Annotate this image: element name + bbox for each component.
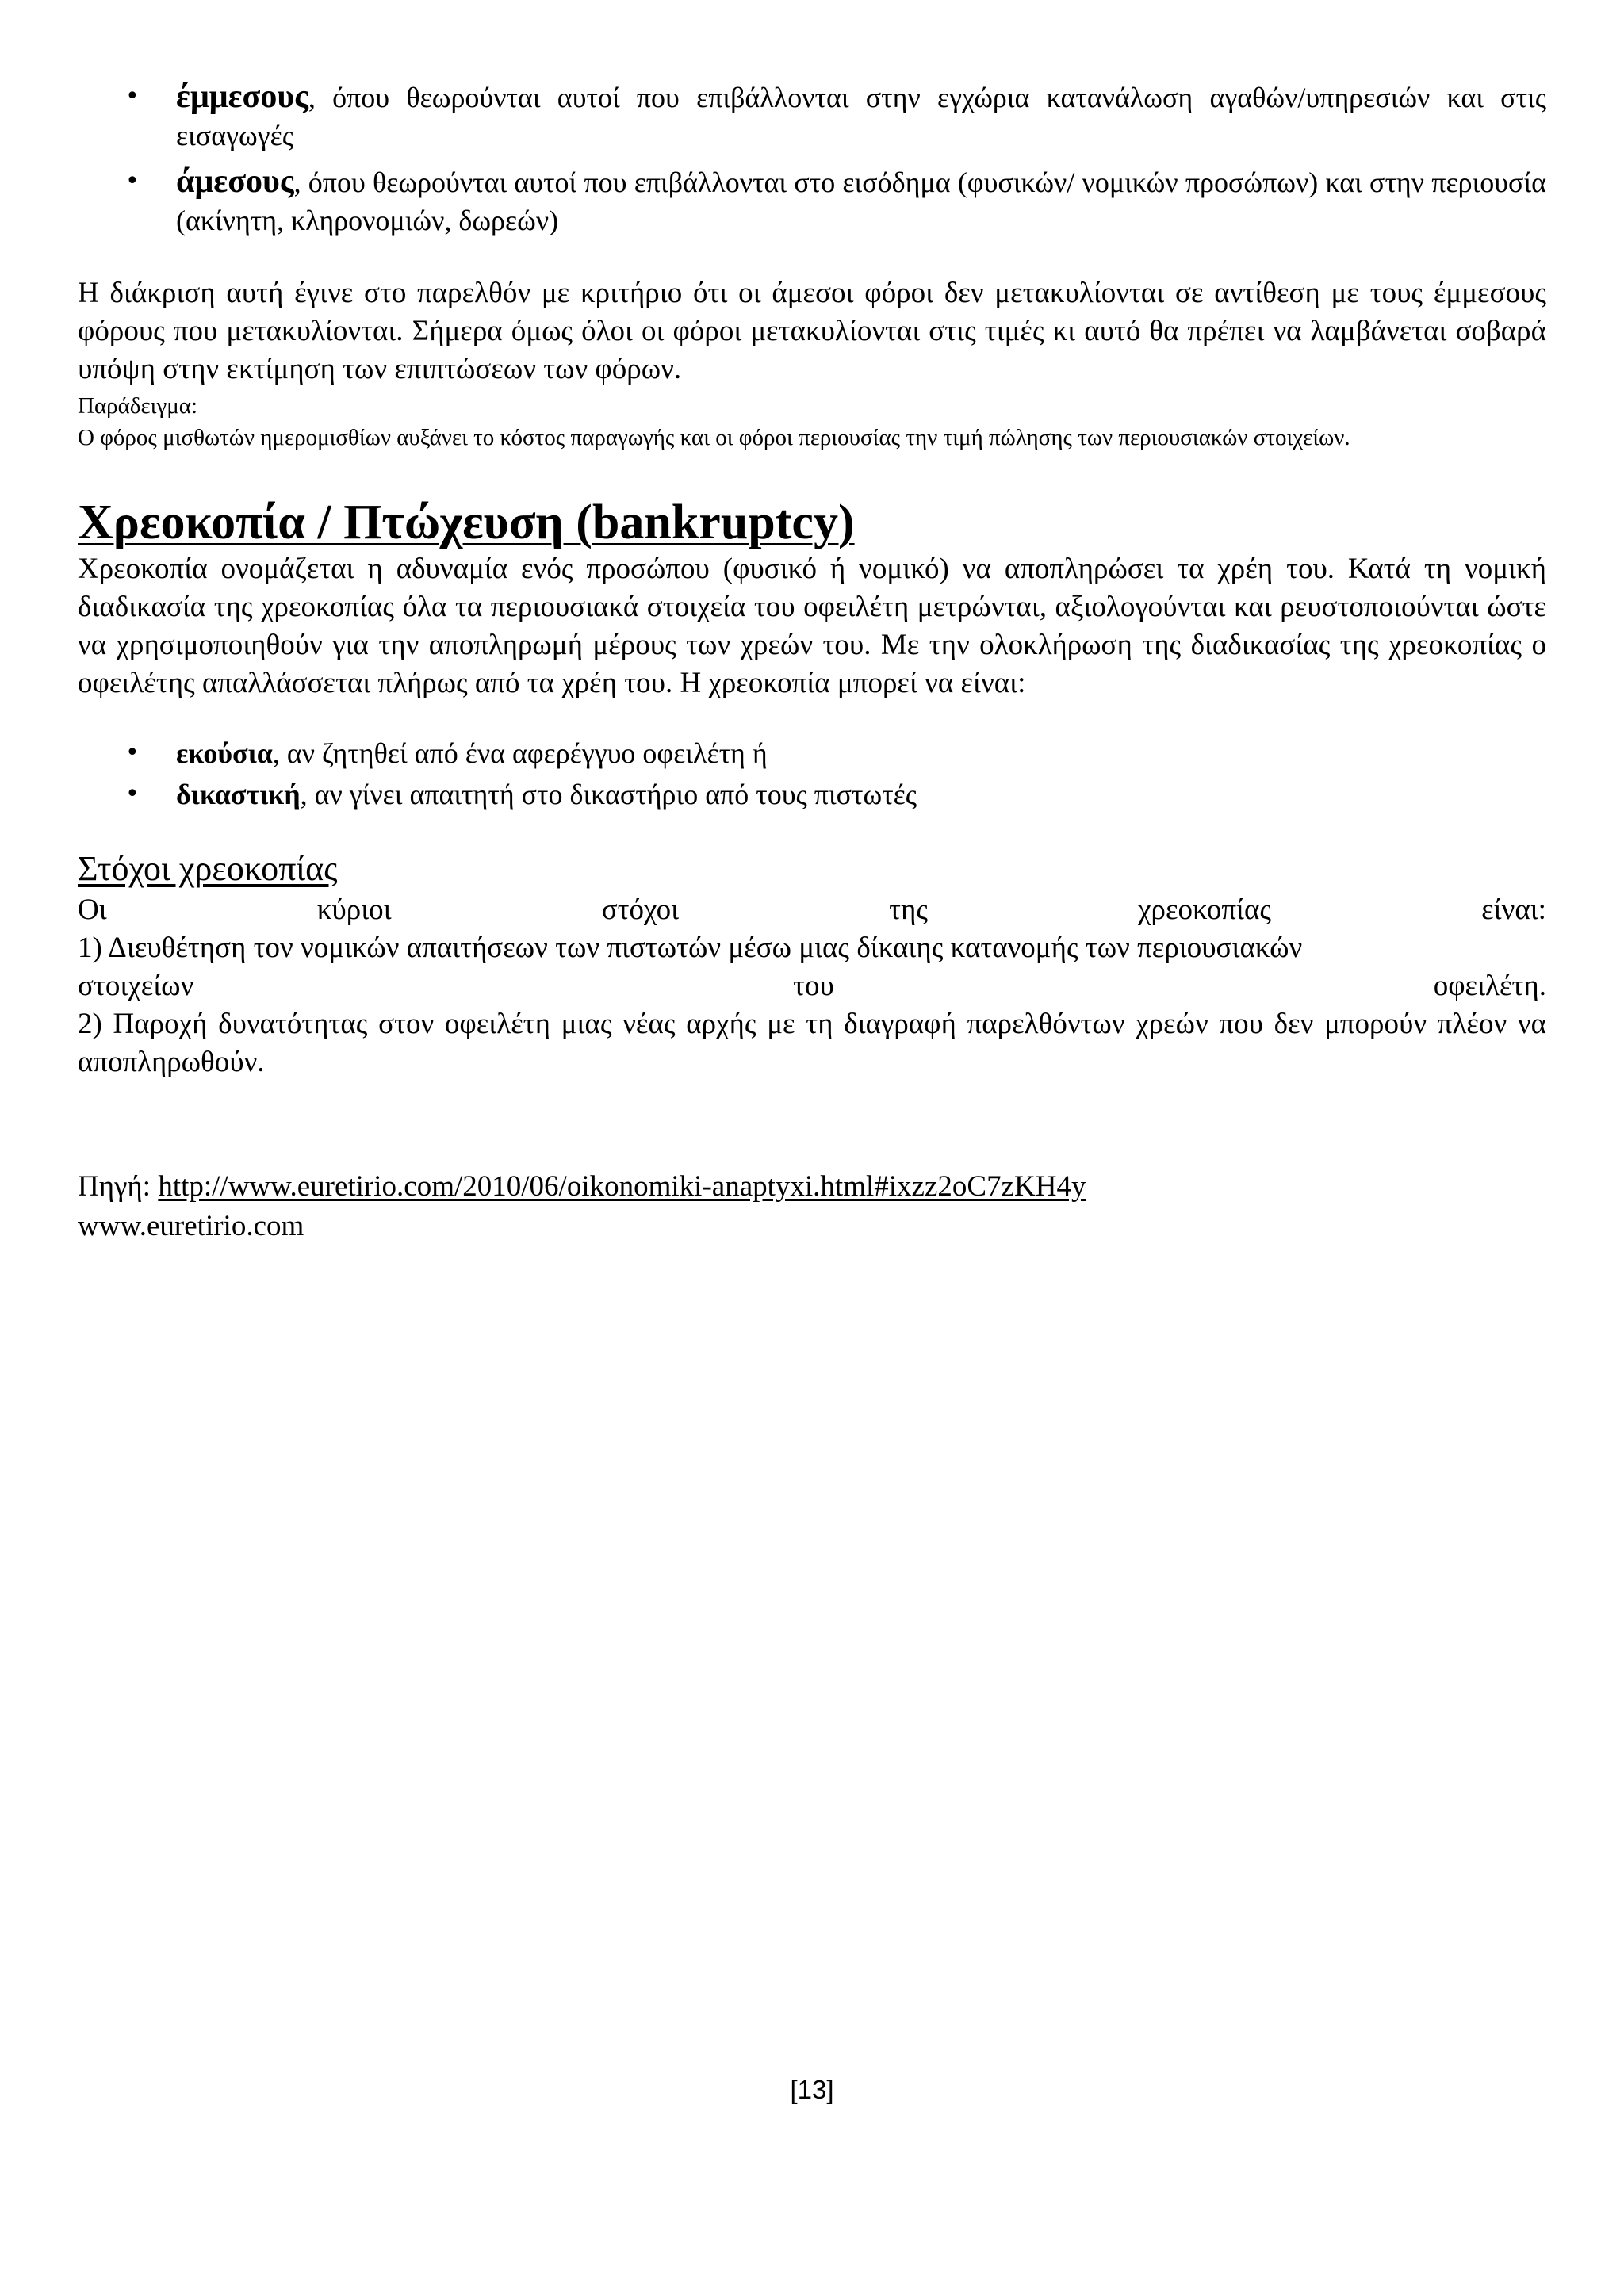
bankruptcy-types-list (78, 734, 1546, 813)
bullet-text: , όπου θεωρούνται αυτοί που επιβάλλονται στο εισόδημα (φυσικών/ νομικών προσώπων) και στην περιουσία (ακίνητη, κληρονομιών, δωρεών) (176, 166, 1546, 236)
example-text: Ο φόρος μισθωτών ημερομισθίων αυξάνει το κόστος παραγωγής και οι φόροι περιουσίας την τιμή πώλησης των περιουσιακών στοιχείων. (78, 425, 1350, 450)
distinction-paragraph: Η διάκριση αυτή έγινε στο παρελθόν με κριτήριο ότι οι άμεσοι φόροι δεν μετακυλίονται σε αντίθεση με τους έμμεσους φόρους που μετακυλίονται. Σήμερα όμως όλοι οι φόροι μετακυλίονται στις τιμές κι αυτό θα πρέπει να λαμβάνεται σοβαρά υπόψη στην εκτίμηση των επιπτώσεων των φόρων. (78, 277, 1546, 385)
source-link[interactable]: http://www.euretirio.com/2010/06/oikonomiki-anaptyxi.html#ixzz2oC7zKH4y (158, 1170, 1086, 1203)
word: οφειλέτη. (1433, 970, 1546, 1002)
word: στοιχείων (78, 970, 194, 1002)
bullet-text: , αν γίνει απαιτητή στο δικαστήριο από τους πιστωτές (300, 779, 917, 810)
goal-1-line-1: 1) Διευθέτηση τον νομικών απαιτήσεων των πιστωτών μέσω μιας δίκαιης κατανομής των περιουσιακών (78, 932, 1303, 964)
tax-types-list (78, 78, 1546, 239)
goal-2: 2) Παροχή δυνατότητας στον οφειλέτη μιας νέας αρχής με τη διαγραφή παρελθόντων χρεών που δεν μπορούν πλέον να αποπληρωθούν. (78, 1008, 1546, 1078)
source-site: www.euretirio.com (78, 1210, 304, 1242)
word: χρεοκοπίας (1138, 894, 1272, 926)
source-line (78, 1167, 1546, 1207)
word: του (793, 970, 834, 1002)
goal-1-line-2 (78, 967, 1546, 1005)
bullet-term: δικαστική (176, 779, 301, 810)
bullet-text: , όπου θεωρούνται αυτοί που επιβάλλονται στην εγχώρια κατανάλωση αγαθών/υπηρεσιών και στις εισαγωγές (176, 82, 1546, 151)
list-item (78, 775, 1546, 813)
page-number: [13] (790, 2075, 834, 2104)
word: στόχοι (601, 894, 680, 926)
document-page (78, 78, 1546, 1246)
source-label: Πηγή: (78, 1170, 159, 1203)
bullet-term: έμμεσους (176, 78, 308, 115)
word: κύριοι (316, 894, 392, 926)
list-item (78, 734, 1546, 772)
goals-intro (78, 891, 1546, 929)
list-item (78, 78, 1546, 155)
word: είναι: (1481, 894, 1546, 926)
source-block (78, 1167, 1546, 1246)
goals-heading: Στόχοι χρεοκοπίας (78, 849, 338, 888)
bankruptcy-paragraph: Χρεοκοπία ονομάζεται η αδυναμία ενός προσώπου (φυσικό ή νομικό) να αποπληρώσει τα χρέη του. Κατά τη νομική διαδικασία της χρεοκοπίας όλα τα περιουσιακά στοιχεία του οφειλέτη μετρώνται, αξιολογούνται και ρευστοποιούνται ώστε να χρησιμοποιηθούν για την αποπληρωμή μέρους των χρεών του. Με την ολοκλήρωση της διαδικασίας της χρεοκοπίας ο οφειλέτης απαλλάσσεται πλήρως από τα χρέη του. Η χρεοκοπία μπορεί να είναι: (78, 553, 1546, 699)
list-item (78, 163, 1546, 239)
word: της (889, 894, 929, 926)
bankruptcy-heading: Χρεοκοπία / Πτώχευση (bankruptcy) (78, 496, 855, 549)
example-label: Παράδειγμα: (78, 393, 198, 419)
word: Οι (78, 894, 107, 926)
bullet-term: άμεσους (176, 163, 294, 200)
bullet-text: , αν ζητηθεί από ένα αφερέγγυο οφειλέτη ή (272, 737, 768, 769)
bullet-term: εκούσια (176, 737, 273, 769)
